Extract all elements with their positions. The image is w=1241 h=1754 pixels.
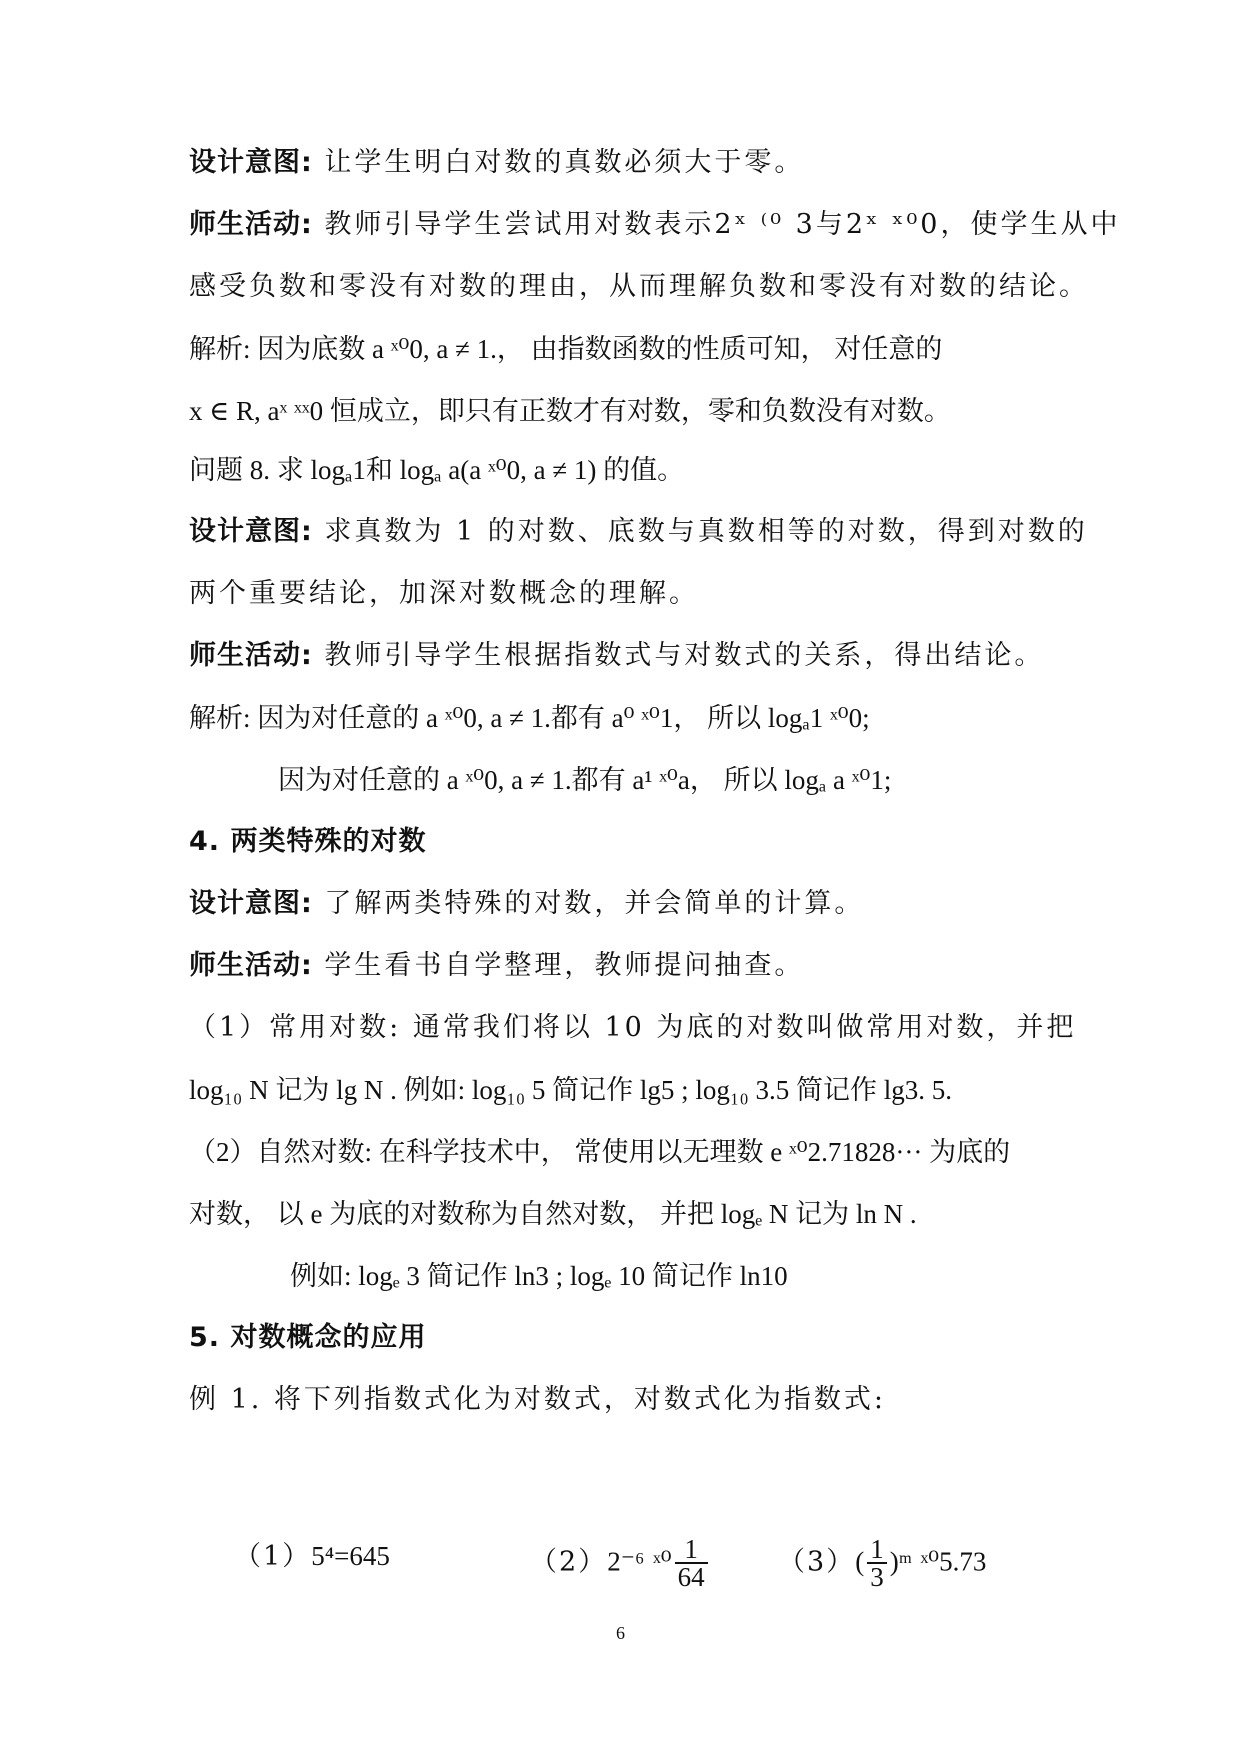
example-1-intro [189,1378,1059,1422]
example-equals: ˣ⁰ [652,1546,672,1577]
natural-log-examples [290,1254,1160,1298]
example-value: 5.73 [939,1546,987,1577]
common-log-text: （1）常用对数: 通常我们将以 10 为底的对数叫做常用对数，并把 [189,1012,1077,1043]
fraction-numerator: 1 [675,1536,708,1564]
example-base: 2 [607,1546,621,1577]
analysis-text: 解析: 因为底数 a ˣ⁰0, a ≠ 1.， 由指数函数的性质可知， 对任意的 [189,334,943,364]
design-intent-label: 设计意图: [189,147,313,178]
paragraph-text: 感受负数和零没有对数的理由，从而理解负数和零没有对数的结论。 [189,271,1089,302]
analysis-line-1 [189,327,1059,371]
example-expression: 5⁴=645 [311,1541,390,1571]
natural-log-line-1 [189,1130,1059,1174]
design-intent-text: 让学生明白对数的真数必须大于零。 [324,147,805,178]
natural-log-text: （2）自然对数: 在科学技术中， 常使用以无理数 e ˣ⁰2.71828··· 为底的 [189,1137,1011,1167]
activity-text: 学生看书自学整理，教师提问抽查。 [324,950,805,981]
fraction-denominator: 3 [870,1562,884,1592]
section-heading-text: 4. 两类特殊的对数 [189,826,427,857]
paragraph-text: 两个重要结论，加深对数概念的理解。 [189,578,699,609]
example-index: （2） [530,1546,608,1578]
example-fraction [675,1536,708,1590]
analysis-text: x ∈ R, aˣ ˣˣ0 恒成立，即只有正数才有对数，零和负数没有对数。 [189,396,951,426]
activity-text: 教师引导学生尝试用对数表示2ˣ ⁽⁰ 3与2ˣ ˣ⁰0，使学生从中 [324,209,1121,240]
common-log-line-1 [189,1006,1077,1050]
example-index: （3） [778,1546,856,1578]
example-exponent: ⁻⁶ [620,1546,645,1577]
teacher-student-activity-3 [189,944,1059,988]
paragraph-line [189,572,1059,616]
question-text: 问题 8. 求 logₐ1和 logₐ a(a ˣ⁰0, a ≠ 1) 的值。 [189,455,685,485]
design-intent-label: 设计意图: [189,888,313,919]
design-intent-2 [189,510,1088,554]
analysis-text: 因为对任意的 a ˣ⁰0, a ≠ 1.都有 a¹ ˣ⁰a， 所以 logₐ a ˣ⁰1; [278,765,892,795]
analysis-line-4 [278,758,1148,802]
page-number: 6 [616,1623,625,1643]
example-close-paren: ) [889,1546,899,1577]
activity-label: 师生活动: [189,950,313,981]
paragraph-line [189,265,1089,309]
activity-label: 师生活动: [189,209,313,240]
natural-log-example-text: 例如: logₑ 3 简记作 ln3 ; logₑ 10 简记作 ln10 [290,1261,788,1291]
design-intent-text: 求真数为 1 的对数、底数与真数相等的对数，得到对数的 [324,516,1088,547]
teacher-student-activity-1 [189,203,1121,247]
example-exponent: ᵐ [898,1546,912,1577]
example-item-3 [778,1536,986,1596]
example-item-2 [530,1536,711,1596]
design-intent-3 [189,882,1059,926]
analysis-line-2 [189,389,1059,433]
analysis-text: 解析: 因为对任意的 a ˣ⁰0, a ≠ 1.都有 a⁰ ˣ⁰1， 所以 logₐ1 ˣ⁰0; [189,703,870,733]
example-index: （1） [234,1541,312,1572]
fraction-denominator: 64 [677,1562,705,1592]
question-8 [189,448,1059,492]
example-item-1 [234,1536,390,1596]
activity-label: 师生活动: [189,640,313,671]
design-intent-label: 设计意图: [189,516,313,547]
section-heading-text: 5. 对数概念的应用 [189,1322,427,1353]
teacher-student-activity-2 [189,634,1059,678]
design-intent-1 [189,141,1059,185]
example-equals: ˣ⁰ [920,1546,940,1577]
fraction-numerator: 1 [867,1536,887,1564]
section-heading-4 [189,820,1059,864]
natural-log-line-2 [189,1192,1059,1236]
example-fraction [867,1536,887,1590]
section-heading-5 [189,1316,1059,1360]
common-log-line-2 [189,1068,1059,1112]
example-intro-text: 例 1. 将下列指数式化为对数式，对数式化为指数式: [189,1384,887,1415]
design-intent-text: 了解两类特殊的对数，并会简单的计算。 [324,888,865,919]
common-log-examples: log₁₀ N 记为 lg N . 例如: log₁₀ 5 简记作 lg5 ; log₁₀ 3.5 简记作 lg3. 5. [189,1075,952,1105]
analysis-line-3 [189,696,1059,740]
example-open-paren: ( [855,1546,865,1577]
activity-text: 教师引导学生根据指数式与对数式的关系，得出结论。 [324,640,1045,671]
natural-log-text: 对数， 以 e 为底的对数称为自然对数， 并把 logₑ N 记为 ln N . [189,1199,917,1229]
